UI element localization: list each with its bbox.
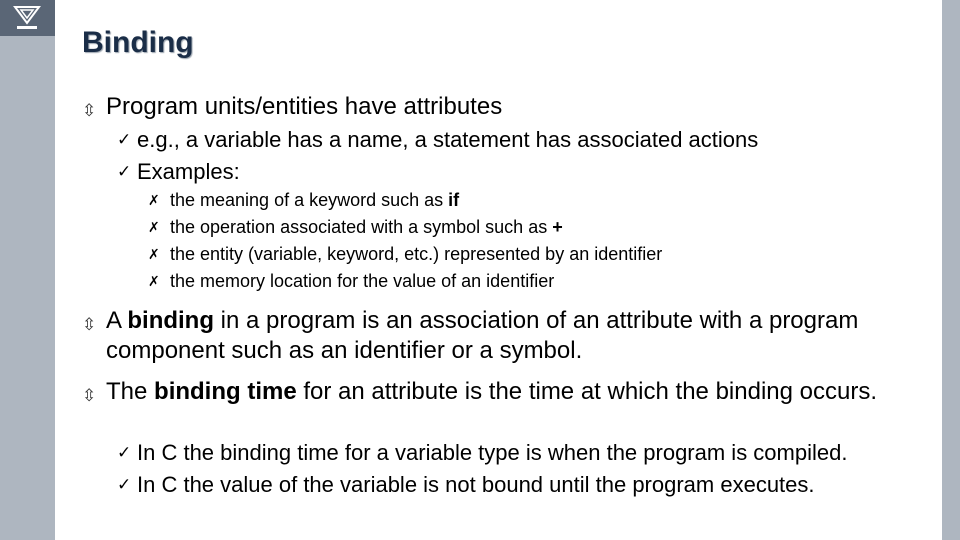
bullet-1-text: Program units/entities have attributes	[106, 93, 503, 120]
bullet-2-text: A binding in a program is an association of an attribute with a program component such as an identifier or a symbol.	[106, 307, 859, 364]
double-arrow-bullet-icon: ⇳	[82, 101, 97, 120]
bullet-3-text: The binding time for an attribute is the time at which the binding occurs.	[106, 378, 877, 405]
double-arrow-bullet-icon: ⇳	[82, 386, 97, 405]
checkmark-icon: ✓	[117, 443, 132, 462]
cross-mark-icon: ✗	[148, 246, 160, 262]
cross-mark-icon: ✗	[148, 192, 160, 208]
checkmark-icon: ✓	[117, 130, 132, 149]
checkmark-icon: ✓	[117, 162, 132, 181]
cross-mark-icon: ✗	[148, 219, 160, 235]
slide-title: Binding	[82, 26, 194, 59]
left-side-bar	[0, 0, 55, 540]
slide-content: Binding ⇳ Program units/entities have attributes ✓ e.g., a variable has a name, a statement has associated actions ✓ Examples: ✗ the meaning of a keyword such as if ✗ the operation associated with a symbol such as + ✗ the entity (variable, keyword, etc.) represented by an identifier ✗ the memory location for the value of an identifier ⇳ A binding in a program is an association of an attribute with a program component such as an identifier or a symbol. ⇳ The binding time for an attribute is the time at which the binding occurs. ✓ In C the binding time for a variable type is when the program is compiled. ✓ In C the value of the variable is not bound until the program executes.	[55, 0, 942, 540]
cross-mark-icon: ✗	[148, 273, 160, 289]
checkmark-icon: ✓	[117, 475, 132, 494]
logo-icon	[13, 5, 41, 31]
right-side-bar	[942, 0, 960, 540]
logo-box	[0, 0, 55, 36]
double-arrow-bullet-icon: ⇳	[82, 315, 97, 334]
